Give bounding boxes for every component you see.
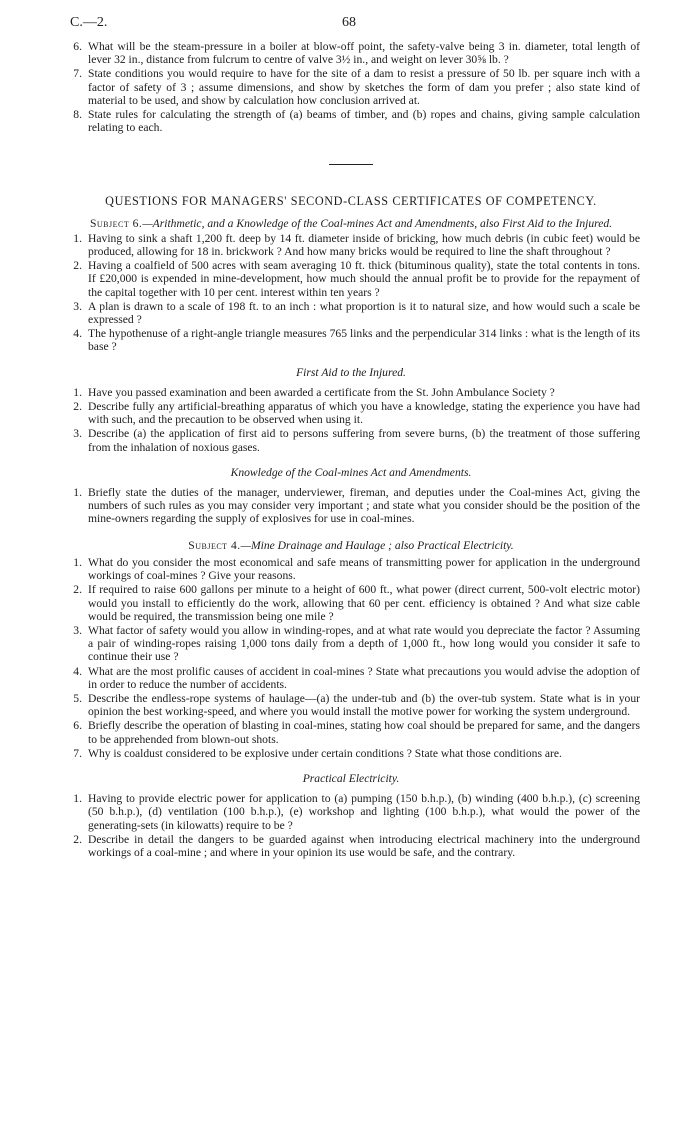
question-number: 4.: [73, 327, 82, 341]
question-item: [62, 400, 640, 426]
question-number: 2.: [73, 400, 82, 414]
question-text: The hypothenuse of a right-angle triangle measures 765 links and the perpendicular 314 links : what is the length of its base ?: [88, 327, 640, 354]
question-number: 4.: [73, 664, 82, 678]
question-text: What are the most prolific causes of accident in coal-mines ? State what precautions you would advise the adoption of in order to reduce the number of accidents.: [88, 664, 640, 691]
question-number: 6.: [73, 719, 82, 733]
section-divider: [329, 164, 373, 165]
coal-mines-act-questions: [62, 486, 640, 526]
question-number: 5.: [73, 691, 82, 705]
question-item: [62, 108, 640, 134]
question-item: [62, 327, 640, 353]
question-number: 2.: [73, 583, 82, 597]
question-item: [62, 583, 640, 623]
question-item: [62, 486, 640, 526]
question-number: 1.: [73, 231, 82, 245]
question-item: [62, 624, 640, 664]
question-number: 2.: [73, 832, 82, 846]
question-number: 2.: [73, 259, 82, 273]
practical-electricity-heading: Practical Electricity.: [302, 771, 400, 785]
question-item: [62, 556, 640, 582]
question-text: Why is coaldust considered to be explosive under certain conditions ? State what those conditions are.: [88, 746, 562, 760]
question-item: [62, 67, 640, 107]
question-item: [62, 719, 640, 745]
question-text: If required to raise 600 gallons per minute to a height of 600 ft., what power (direct current, 500-volt electric motor) would you install to efficiently do the work, allowing that 60 per cent. efficiency is obtained ? And what size cable would be required, the transmission being one mile ?: [88, 583, 640, 623]
subject-6-heading: [62, 217, 640, 230]
question-text: Having to provide electric power for application to (a) pumping (150 b.h.p.), (b) winding (400 b.h.p.), (c) screening (50 b.h.p.), (d) ventilation (100 b.h.p.), (e) workshop and lighting (100 b.h.p.), what would the power of the generating-sets (in kilowatts) require to be ?: [88, 792, 640, 832]
question-text: Having a coalfield of 500 acres with seam averaging 10 ft. thick (bituminous quality), state the total contents in tons. If £20,000 is expended in mine-development, how much should the annual profit be to provide for the repayment of the capital together with 10 per cent. interest within ten years ?: [88, 259, 640, 299]
question-number: 1.: [73, 555, 82, 569]
previous-questions: [62, 40, 640, 134]
subject-title: —Arithmetic, and a Knowledge of the Coal-mines Act and Amendments, also First Aid to the Injured.: [142, 216, 613, 230]
first-aid-questions: [62, 386, 640, 454]
question-text: Have you passed examination and been awarded a certificate from the St. John Ambulance Society ?: [88, 385, 555, 399]
question-text: Describe fully any artificial-breathing apparatus of which you have a knowledge, stating the experience you have had with such, and the precaution to be observed when using it.: [88, 400, 640, 427]
question-number: 8.: [73, 108, 82, 122]
question-number: 1.: [73, 792, 82, 806]
question-item: [62, 40, 640, 66]
question-text: State rules for calculating the strength of (a) beams of timber, and (b) ropes and chains, giving sample calculation relating to each.: [88, 108, 640, 135]
question-item: [62, 792, 640, 832]
question-item: [62, 692, 640, 718]
question-number: 3.: [73, 299, 82, 313]
question-text: Briefly state the duties of the manager, underviewer, fireman, and deputies under the Coal-mines Act, giving the numbers of such rules as you may consider very important ; and state what you consider should be the position of the mine-owners regarding the supply of explosives for use in coal-mines.: [88, 486, 640, 526]
subject-4-questions: [62, 556, 640, 760]
page-title: QUESTIONS FOR MANAGERS' SECOND-CLASS CERTIFICATES OF COMPETENCY.: [105, 194, 597, 209]
question-number: 1.: [73, 486, 82, 500]
practical-electricity-questions: [62, 792, 640, 859]
question-item: [62, 259, 640, 299]
subject-title: —Mine Drainage and Haulage ; also Practical Electricity.: [240, 538, 514, 552]
question-item: [62, 833, 640, 859]
question-text: Describe the endless-rope systems of haulage—(a) the under-tub and (b) the over-tub system. State what is in your opinion the best working-speed, and where you would install the motive power for working the system underground.: [88, 691, 640, 719]
subject-6-questions: [62, 232, 640, 354]
first-aid-heading: First Aid to the Injured.: [296, 365, 406, 379]
subject-label: Subject 4.: [188, 538, 241, 552]
page-number: 68: [342, 15, 356, 30]
question-item: [62, 386, 640, 399]
question-text: What factor of safety would you allow in winding-ropes, and at what rate would you depreciate the factor ? Assuming a pair of winding-ropes raising 1,000 tons daily from a depth of 1,000 ft., how long would you consider it safe to continue their use ?: [88, 623, 640, 664]
question-text: What do you consider the most economical and safe means of transmitting power for application in the underground workings of coal-mines ? Give your reasons.: [88, 555, 640, 583]
subject-label: Subject 6.: [89, 216, 143, 230]
question-number: 7.: [73, 67, 82, 81]
question-text: Describe in detail the dangers to be guarded against when introducing electrical machinery into the underground workings of a coal-mine ; and where in your opinion its use would be safe, and the contrary.: [88, 832, 640, 859]
subject-4-heading: [62, 539, 640, 552]
question-number: 7.: [73, 746, 82, 760]
question-item: [62, 665, 640, 691]
question-item: [62, 232, 640, 258]
question-item: [62, 747, 640, 760]
question-text: Describe (a) the application of first aid to persons suffering from severe burns, (b) the treatment of those suffering from the inhalation of noxious gases.: [88, 427, 640, 454]
question-text: What will be the steam-pressure in a boiler at blow-off point, the safety-valve being 3 in. diameter, total length of lever 32 in., distance from fulcrum to centre of valve 3½ in., and weight on lever 30⅝ lb. ?: [88, 40, 640, 67]
question-text: Briefly describe the operation of blasting in coal-mines, stating how coal should be prepared for same, and the dangers to be apprehended from blown-out shots.: [88, 719, 640, 746]
question-number: 1.: [73, 385, 82, 399]
question-item: [62, 427, 640, 453]
coal-mines-act-heading: Knowledge of the Coal-mines Act and Amendments.: [230, 465, 472, 479]
question-number: 6.: [73, 40, 82, 53]
question-text: State conditions you would require to have for the site of a dam to resist a pressure of 50 lb. per square inch with a factor of safety of 3 ; assume dimensions, and show by sketches the form of dam you prefer ; also state kind of material to be used, and show by calculation how conclusion arrived at.: [88, 67, 640, 107]
question-item: [62, 300, 640, 326]
question-text: A plan is drawn to a scale of 198 ft. to an inch : what proportion is it to natural size, and how would such a scale be expressed ?: [88, 299, 640, 327]
question-text: Having to sink a shaft 1,200 ft. deep by 14 ft. diameter inside of bricking, how much debris (in cubic feet) would be produced, allowing for 18 in. brickwork ? And how many bricks would be required to line the shaft throughout ?: [88, 231, 640, 259]
page-content: [62, 40, 640, 859]
question-number: 3.: [73, 623, 82, 637]
document-reference: C.—2.: [70, 15, 108, 30]
question-number: 3.: [73, 427, 82, 441]
